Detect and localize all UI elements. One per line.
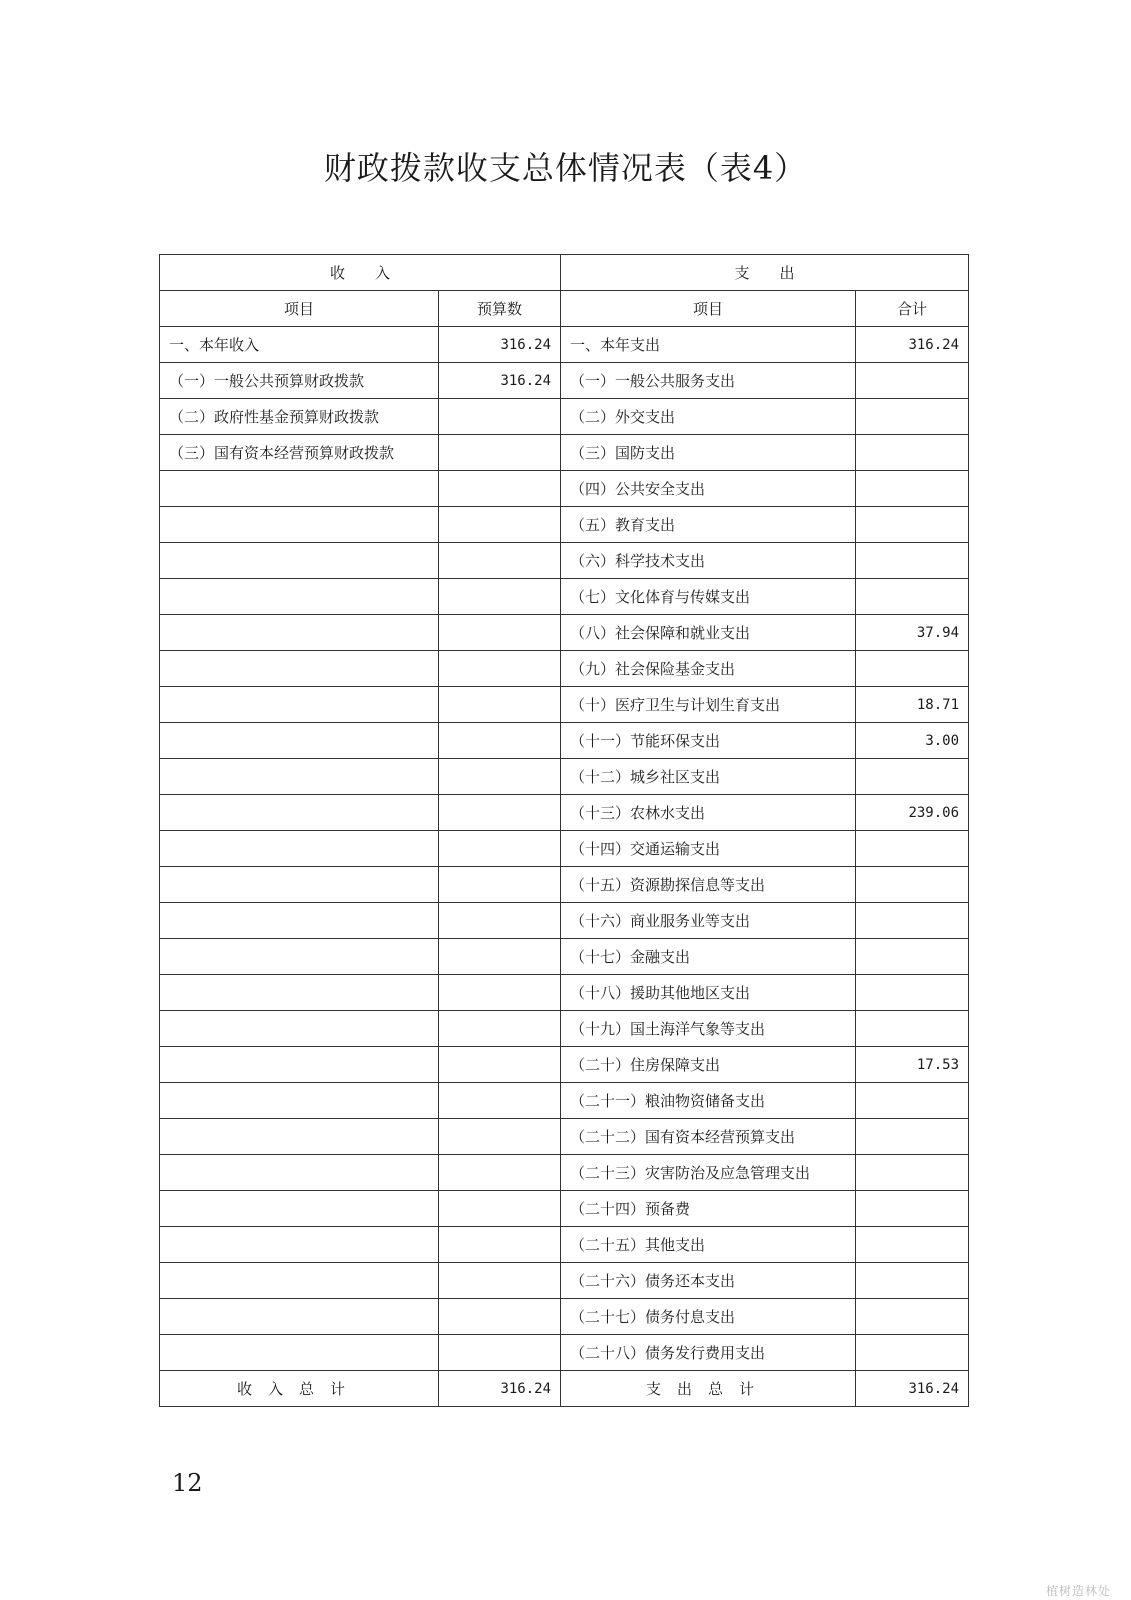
table-row <box>160 831 969 867</box>
table-row <box>160 471 969 507</box>
expense-total-cell <box>856 363 969 399</box>
expense-item-cell: （二）外交支出 <box>561 399 856 435</box>
income-budget-cell <box>439 867 561 903</box>
table-row <box>160 687 969 723</box>
expense-total-cell <box>856 435 969 471</box>
income-budget-cell <box>439 831 561 867</box>
expense-item-cell: （九）社会保险基金支出 <box>561 651 856 687</box>
expense-item-cell: （十三）农林水支出 <box>561 795 856 831</box>
expense-total-cell <box>856 759 969 795</box>
income-item-cell <box>160 1263 439 1299</box>
expense-item-cell: （二十三）灾害防治及应急管理支出 <box>561 1155 856 1191</box>
income-item-cell <box>160 831 439 867</box>
table-row <box>160 1227 969 1263</box>
income-item-cell <box>160 651 439 687</box>
expense-item-cell: （二十二）国有资本经营预算支出 <box>561 1119 856 1155</box>
expense-item-cell: （五）教育支出 <box>561 507 856 543</box>
expense-total-cell <box>856 399 969 435</box>
expense-total-cell <box>856 867 969 903</box>
expense-item-cell: （六）科学技术支出 <box>561 543 856 579</box>
income-budget-cell <box>439 471 561 507</box>
table-row <box>160 939 969 975</box>
expense-item-cell: （二十）住房保障支出 <box>561 1047 856 1083</box>
expense-total-cell <box>856 975 969 1011</box>
expense-total-cell <box>856 1083 969 1119</box>
income-budget-cell <box>439 615 561 651</box>
table-row <box>160 615 969 651</box>
table-row <box>160 543 969 579</box>
expense-item-cell: （十二）城乡社区支出 <box>561 759 856 795</box>
table-row <box>160 435 969 471</box>
expense-item-cell: （十六）商业服务业等支出 <box>561 903 856 939</box>
expense-total-cell <box>856 1335 969 1371</box>
income-budget-cell <box>439 1191 561 1227</box>
expense-item-cell: （十七）金融支出 <box>561 939 856 975</box>
income-budget-cell <box>439 1335 561 1371</box>
table-row <box>160 975 969 1011</box>
expense-total-cell <box>856 1263 969 1299</box>
income-budget-cell <box>439 903 561 939</box>
total-column-header: 合计 <box>856 291 969 327</box>
income-item-cell: （三）国有资本经营预算财政拨款 <box>160 435 439 471</box>
expense-item-cell: （十四）交通运输支出 <box>561 831 856 867</box>
expense-total-cell <box>856 831 969 867</box>
expense-total-cell <box>856 939 969 975</box>
income-item-cell <box>160 1191 439 1227</box>
income-item-cell <box>160 471 439 507</box>
income-item-column-header: 项目 <box>160 291 439 327</box>
totals-row <box>160 1371 969 1407</box>
income-budget-cell <box>439 1263 561 1299</box>
expense-total-value: 316.24 <box>856 1371 969 1407</box>
expense-item-column-header: 项目 <box>561 291 856 327</box>
income-item-cell <box>160 1047 439 1083</box>
budget-column-header: 预算数 <box>439 291 561 327</box>
expense-section-header: 支 出 <box>561 255 969 291</box>
expense-total-cell: 37.94 <box>856 615 969 651</box>
table-row <box>160 579 969 615</box>
table-row <box>160 795 969 831</box>
income-budget-cell: 316.24 <box>439 327 561 363</box>
expense-total-cell <box>856 1119 969 1155</box>
income-budget-cell <box>439 507 561 543</box>
income-item-cell <box>160 1335 439 1371</box>
income-item-cell <box>160 903 439 939</box>
expense-item-cell: （二十七）债务付息支出 <box>561 1299 856 1335</box>
income-budget-cell: 316.24 <box>439 363 561 399</box>
income-budget-cell <box>439 687 561 723</box>
expense-total-cell <box>856 507 969 543</box>
income-total-label: 收入总计 <box>160 1371 439 1407</box>
income-item-cell <box>160 579 439 615</box>
table-row <box>160 1047 969 1083</box>
expense-total-cell <box>856 651 969 687</box>
income-item-cell: 一、本年收入 <box>160 327 439 363</box>
expense-total-cell <box>856 1155 969 1191</box>
expense-total-cell: 18.71 <box>856 687 969 723</box>
income-budget-cell <box>439 1299 561 1335</box>
income-budget-cell <box>439 975 561 1011</box>
table-row <box>160 1299 969 1335</box>
table-row <box>160 1335 969 1371</box>
expense-total-label: 支出总计 <box>561 1371 856 1407</box>
income-budget-cell <box>439 795 561 831</box>
table-row <box>160 903 969 939</box>
income-budget-cell <box>439 1119 561 1155</box>
expense-total-cell: 3.00 <box>856 723 969 759</box>
expense-item-cell: （三）国防支出 <box>561 435 856 471</box>
expense-total-cell <box>856 1299 969 1335</box>
income-item-cell <box>160 975 439 1011</box>
income-budget-cell <box>439 1011 561 1047</box>
income-item-cell <box>160 1299 439 1335</box>
table-row <box>160 1011 969 1047</box>
income-budget-cell <box>439 1047 561 1083</box>
expense-total-cell <box>856 543 969 579</box>
expense-item-cell: （二十八）债务发行费用支出 <box>561 1335 856 1371</box>
income-budget-cell <box>439 723 561 759</box>
income-item-cell: （二）政府性基金预算财政拨款 <box>160 399 439 435</box>
income-budget-cell <box>439 1227 561 1263</box>
income-total-value: 316.24 <box>439 1371 561 1407</box>
income-item-cell <box>160 1227 439 1263</box>
expense-item-cell: （二十六）债务还本支出 <box>561 1263 856 1299</box>
table-row <box>160 651 969 687</box>
income-item-cell <box>160 939 439 975</box>
income-item-cell <box>160 1083 439 1119</box>
expense-item-cell: （十）医疗卫生与计划生育支出 <box>561 687 856 723</box>
income-budget-cell <box>439 939 561 975</box>
expense-total-cell <box>856 903 969 939</box>
income-item-cell <box>160 1155 439 1191</box>
income-item-cell: （一）一般公共预算财政拨款 <box>160 363 439 399</box>
table-row <box>160 759 969 795</box>
income-budget-cell <box>439 759 561 795</box>
finance-table <box>159 254 969 1407</box>
expense-total-cell <box>856 1227 969 1263</box>
expense-total-cell <box>856 579 969 615</box>
expense-total-cell <box>856 1191 969 1227</box>
income-budget-cell <box>439 651 561 687</box>
table-row <box>160 363 969 399</box>
income-item-cell <box>160 507 439 543</box>
page-title: 财政拨款收支总体情况表（表4） <box>323 149 808 187</box>
table-row <box>160 327 969 363</box>
expense-item-cell: （十五）资源勘探信息等支出 <box>561 867 856 903</box>
income-item-cell <box>160 1119 439 1155</box>
expense-item-cell: （十八）援助其他地区支出 <box>561 975 856 1011</box>
income-item-cell <box>160 1011 439 1047</box>
income-item-cell <box>160 723 439 759</box>
section-header-row <box>160 255 969 291</box>
income-budget-cell <box>439 435 561 471</box>
table-row <box>160 1083 969 1119</box>
expense-item-cell: （十九）国土海洋气象等支出 <box>561 1011 856 1047</box>
expense-item-cell: （七）文化体育与传媒支出 <box>561 579 856 615</box>
income-item-cell <box>160 687 439 723</box>
expense-item-cell: （四）公共安全支出 <box>561 471 856 507</box>
column-header-row <box>160 291 969 327</box>
expense-total-cell <box>856 471 969 507</box>
table-row <box>160 1119 969 1155</box>
expense-item-cell: （二十一）粮油物资储备支出 <box>561 1083 856 1119</box>
income-budget-cell <box>439 1083 561 1119</box>
income-item-cell <box>160 543 439 579</box>
income-budget-cell <box>439 1155 561 1191</box>
income-item-cell <box>160 795 439 831</box>
income-item-cell <box>160 759 439 795</box>
expense-item-cell: 一、本年支出 <box>561 327 856 363</box>
table-row <box>160 867 969 903</box>
page-number: 12 <box>172 1469 203 1497</box>
income-budget-cell <box>439 543 561 579</box>
income-item-cell <box>160 867 439 903</box>
expense-item-cell: （二十四）预备费 <box>561 1191 856 1227</box>
expense-total-cell: 17.53 <box>856 1047 969 1083</box>
expense-item-cell: （八）社会保障和就业支出 <box>561 615 856 651</box>
income-item-cell <box>160 615 439 651</box>
table-row <box>160 1263 969 1299</box>
expense-total-cell: 239.06 <box>856 795 969 831</box>
expense-item-cell: （二十五）其他支出 <box>561 1227 856 1263</box>
income-budget-cell <box>439 579 561 615</box>
table-row <box>160 399 969 435</box>
income-section-header: 收 入 <box>160 255 561 291</box>
table-row <box>160 507 969 543</box>
watermark-stamp: 植树造林处 <box>1046 1584 1112 1598</box>
expense-item-cell: （一）一般公共服务支出 <box>561 363 856 399</box>
table-row <box>160 723 969 759</box>
table-row <box>160 1155 969 1191</box>
expense-total-cell <box>856 1011 969 1047</box>
table-row <box>160 1191 969 1227</box>
expense-total-cell: 316.24 <box>856 327 969 363</box>
expense-item-cell: （十一）节能环保支出 <box>561 723 856 759</box>
income-budget-cell <box>439 399 561 435</box>
